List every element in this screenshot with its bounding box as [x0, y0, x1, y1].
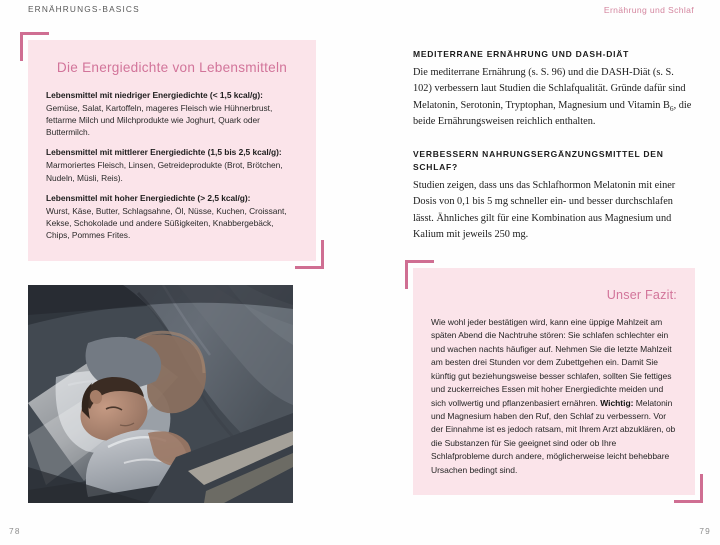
- corner-bracket-top-left-icon: [405, 260, 434, 289]
- page-number-right: 79: [699, 526, 711, 536]
- energiedichte-callout-box: [28, 40, 316, 261]
- section-heading: Lebensmittel mit mittlerer Energiedichte (1,5 bis 2,5 kcal/g):: [46, 147, 282, 158]
- fazit-text-part-2: Melatonin und Magnesium haben den Ruf, den Schlaf zu verbessern. Vor der Einnahme ist es jedoch ratsam, mit Ihrem Arzt abzuklären, ob die Substanzen für Sie geeignet sind oder ob Ihre Schlafprobleme durch andere, möglicherweise leicht behebbare Ursachen bedingt sind.: [431, 397, 676, 475]
- energiedichte-section-medium: [46, 147, 298, 183]
- heading-mediterrane-ernaehrung: MEDITERRANE ERNÄHRUNG UND DASH-DIÄT: [413, 49, 630, 59]
- vitamin-b6-subscript: 6: [669, 103, 674, 113]
- paragraph-text-part-2: , die beide Ernährungsweisen reichlich enthalten.: [413, 99, 692, 128]
- unser-fazit-callout-box: [413, 268, 695, 495]
- section-heading: Lebensmittel mit hoher Energiedichte (> 2,5 kcal/g):: [46, 192, 251, 203]
- energiedichte-section-low: [46, 90, 298, 138]
- paragraph-nahrungsergaenzungsmittel: Studien zeigen, dass uns das Schlafhormon Melatonin mit einer Dosis von 0,1 bis 5 mg schneller ein- und besser durchschlafen lässt. Ähnliches gilt für eine Kombination aus Magnesium und Kalium mit jeweils 250 mg.: [413, 180, 676, 240]
- section-heading: Lebensmittel mit niedriger Energiedichte (< 1,5 kcal/g):: [46, 90, 263, 100]
- section-body: Gemüse, Salat, Kartoffeln, mageres Fleisch wie Hühnerbrust, fettarme Milch und Milchprodukte wie Joghurt, Quark oder Buttermilch.: [46, 102, 273, 138]
- heading-nahrungsergaenzungsmittel: VERBESSERN NAHRUNGSERGÄNZUNGSMITTEL DEN SCHLAF?: [413, 148, 664, 172]
- fazit-box-body: [431, 316, 677, 477]
- energiedichte-section-high: [46, 193, 298, 241]
- paragraph-mediterrane-ernaehrung: [413, 65, 695, 131]
- fazit-wichtig-label: Wichtig:: [600, 397, 634, 408]
- paragraph-text-part-1: Die mediterrane Ernährung (s. S. 96) und die DASH-Diät (s. S. 102) verbessern laut Studien die Schlafqualität. Gründe dafür sind Melatonin, Serotonin, Tryptophan, Magnesium und Vitamin B: [413, 67, 686, 111]
- corner-bracket-bottom-right-icon: [295, 240, 324, 269]
- corner-bracket-top-left-icon: [20, 32, 49, 61]
- fazit-text-part-1: Wie wohl jeder bestätigen wird, kann eine üppige Mahlzeit am späten Abend die Nachtruhe stören: Sie schlafen schlechter ein und wachen nachts häufiger auf. Nehmen Sie die letzte Mahlzeit am besten drei Stunden vor dem Zubettgehen ein. Damit Sie künftig gut beziehungsweise besser schlafen, sollten Sie fettiges und zuckerreiches Essen mit hoher Energiedichte meiden und sich vollwertig und pflanzenbasiert ernähren.: [431, 317, 672, 408]
- energiedichte-box-title: Die Energiedichte von Lebensmitteln: [56, 60, 288, 75]
- section-body: Marmoriertes Fleisch, Linsen, Getreideprodukte (Brot, Brötchen, Nudeln, Müsli, Reis).: [46, 160, 283, 183]
- running-head-right: Ernährung und Schlaf: [603, 5, 694, 15]
- section-body: Wurst, Käse, Butter, Schlagsahne, Öl, Nüsse, Kuchen, Croissant, Kekse, Schokolade und andere Süßigkeiten, Knabbergebäck, Chips, Pommes Frites.: [46, 205, 287, 241]
- fazit-box-title: Unser Fazit:: [606, 288, 677, 302]
- right-column: [413, 48, 695, 243]
- corner-bracket-bottom-right-icon: [674, 474, 703, 503]
- left-column: [28, 40, 318, 261]
- running-head-left: ERNÄHRUNGS-BASICS: [28, 4, 140, 14]
- sleeping-person-photo: [28, 285, 293, 503]
- page-number-left: 78: [9, 526, 21, 536]
